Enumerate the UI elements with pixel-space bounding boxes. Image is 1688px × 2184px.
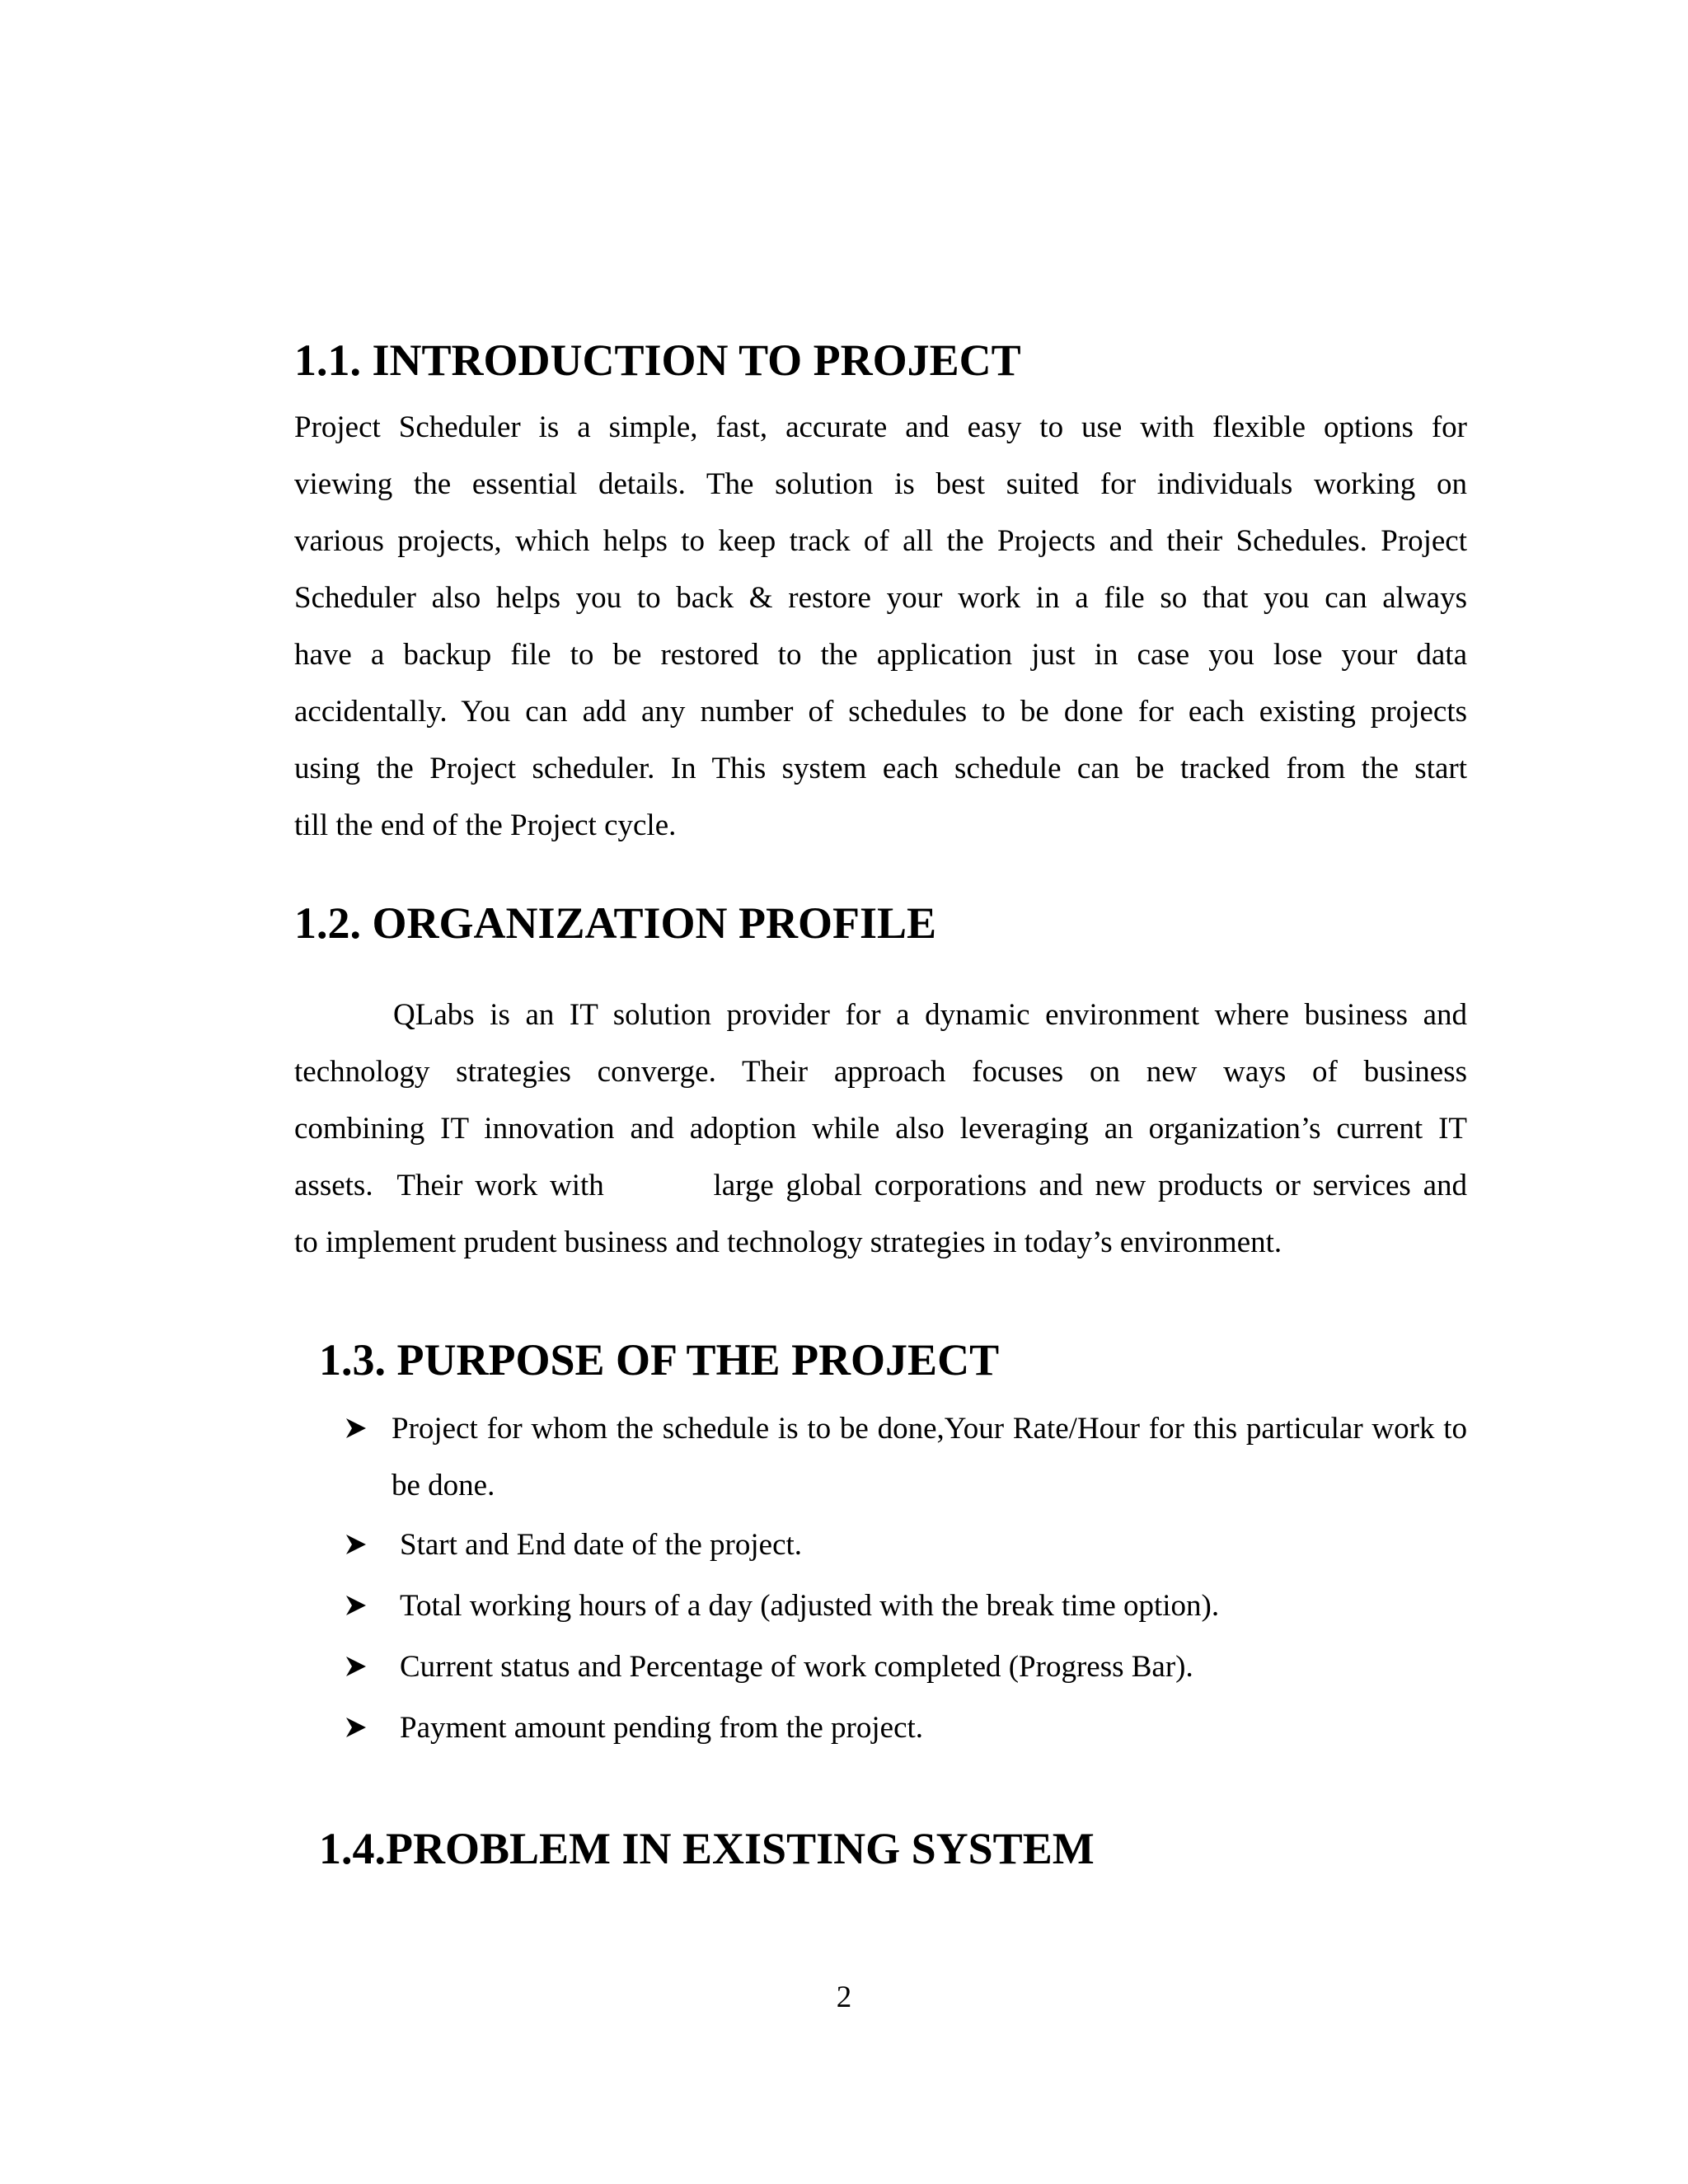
arrowhead-bullet-icon [346, 1638, 368, 1695]
section-heading-purpose: 1.3. PURPOSE OF THE PROJECT [319, 1335, 1000, 1385]
paragraph-line: have a backup file to be restored to the application just in case you lose your data [294, 638, 1467, 672]
introduction-paragraph [294, 399, 1467, 854]
paragraph-line: Scheduler also helps you to back & restore your work in a file so that you can always [294, 581, 1467, 615]
paragraph-line: accidentally. You can add any number of schedules to be done for each existing projects [294, 695, 1467, 729]
bullet-text: Total working hours of a day (adjusted with the break time option). [400, 1589, 1220, 1623]
bullet-text: Project for whom the schedule is to be done,Your Rate/Hour for this particular work to be done. [392, 1412, 1467, 1502]
purpose-bullet-item [346, 1577, 1467, 1634]
paragraph-line: QLabs is an IT solution provider for a dynamic environment where business and [393, 998, 1467, 1032]
arrowhead-bullet-icon [346, 1577, 368, 1634]
paragraph-line: till the end of the Project cycle. [294, 808, 677, 842]
bullet-text: Payment amount pending from the project. [400, 1711, 924, 1745]
page-number: 2 [836, 1980, 852, 2014]
section-heading-problem-existing-system: 1.4.PROBLEM IN EXISTING SYSTEM [319, 1824, 1095, 1873]
paragraph-line: using the Project scheduler. In This system each schedule can be tracked from the start [294, 752, 1467, 785]
organization-paragraph [294, 987, 1467, 1271]
paragraph-line: assets. Their work with large global corporations and new products or services and [294, 1169, 1467, 1202]
purpose-bullet-item [346, 1516, 1467, 1573]
purpose-bullet-item [346, 1699, 1467, 1756]
bullet-text: Start and End date of the project. [400, 1528, 803, 1562]
paragraph-line: to implement prudent business and technology strategies in today’s environment. [294, 1226, 1282, 1259]
bullet-text: Current status and Percentage of work completed (Progress Bar). [400, 1650, 1193, 1684]
section-heading-organization-profile: 1.2. ORGANIZATION PROFILE [294, 898, 937, 948]
section-heading-introduction: 1.1. INTRODUCTION TO PROJECT [294, 335, 1021, 385]
paragraph-line: combining IT innovation and adoption while also leveraging an organization’s current IT [294, 1112, 1467, 1146]
arrowhead-bullet-icon [346, 1400, 368, 1457]
paragraph-line: Project Scheduler is a simple, fast, accurate and easy to use with flexible options for [294, 410, 1467, 444]
arrowhead-bullet-icon [346, 1516, 368, 1573]
paragraph-line: viewing the essential details. The solution is best suited for individuals working on [294, 467, 1467, 501]
arrowhead-bullet-icon [346, 1699, 368, 1756]
paragraph-line: various projects, which helps to keep track of all the Projects and their Schedules. Project [294, 524, 1467, 558]
purpose-bullet-item [346, 1638, 1467, 1695]
paragraph-line: technology strategies converge. Their approach focuses on new ways of business [294, 1055, 1467, 1089]
purpose-bullet-item [346, 1400, 1467, 1514]
